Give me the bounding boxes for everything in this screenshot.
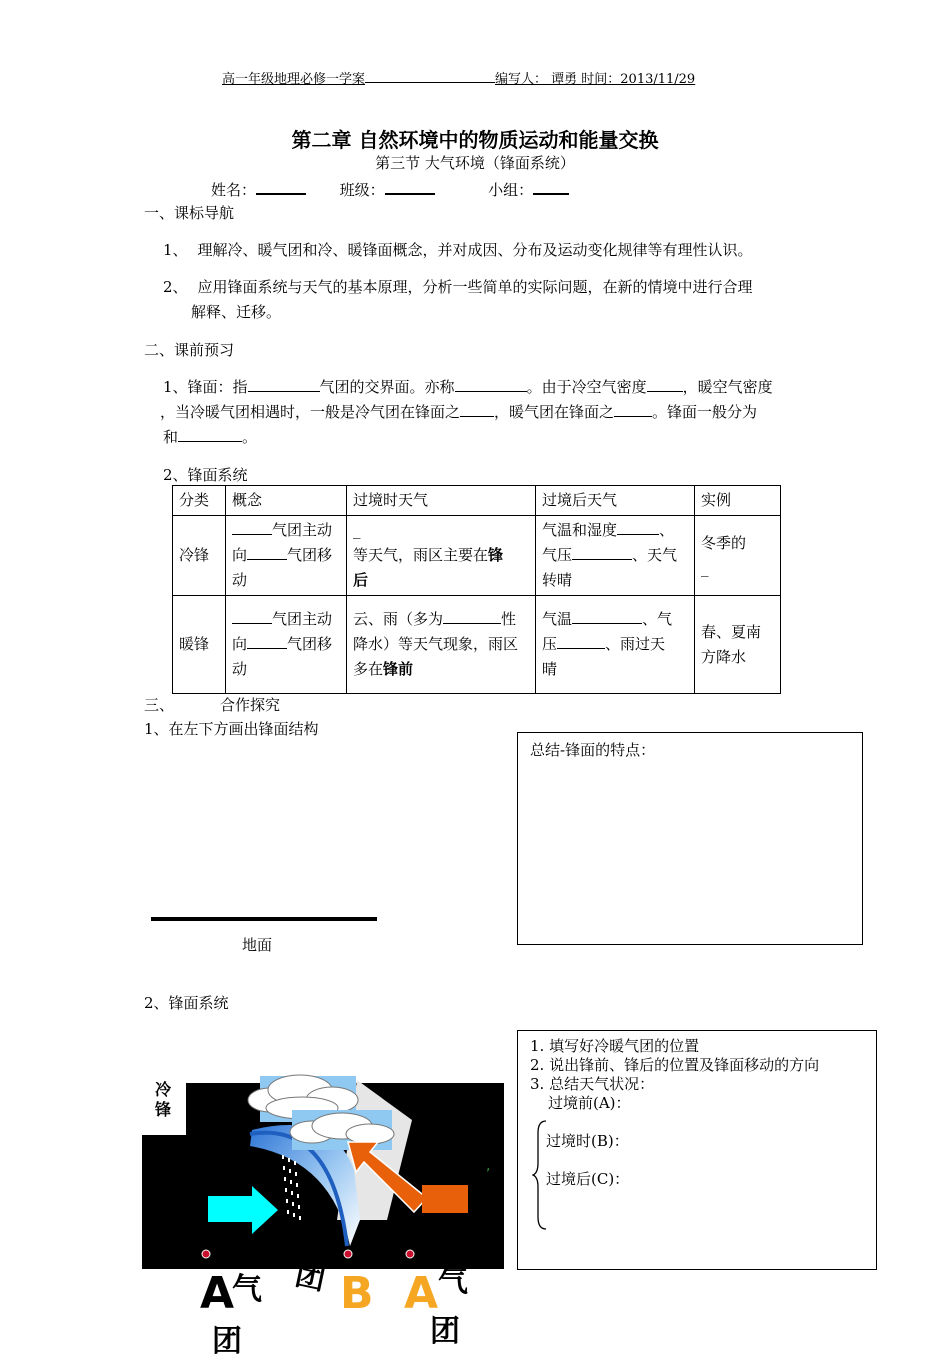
section3-num: 三、 [144,696,175,714]
warm-concept [226,596,347,694]
cell-text-bold: 后 [353,571,369,589]
cell-text: 晴 [542,660,558,678]
class-label: 班级： [339,181,385,199]
summary-label: 总结-锋面的特点： [530,741,656,759]
header-left: 高一年级地理必修一学案 [222,72,366,87]
table-header-row [173,486,781,516]
cold-during [347,516,536,596]
task-item: 1. 填写好冷暖气团的位置 [530,1037,700,1055]
objective-number: 1、 [163,241,188,259]
tuan-right: 团 [430,1314,460,1349]
table-header: 实例 [695,486,781,516]
cell-text: 气团移 [287,546,333,564]
blank[interactable] [248,376,320,392]
objective-number: 2、 [163,278,188,296]
table-row-warm [173,596,781,694]
blank[interactable] [572,544,632,560]
tuan-middle: 团 [291,1257,329,1298]
cloud-icon [290,1110,394,1150]
cell-text: 压 [542,635,558,653]
cell-text: 气团主动 [272,521,333,539]
cell-text: 降水）等天气现象，雨区 [353,635,519,653]
warm-example [695,596,781,694]
cell-text-bold: 锋前 [383,660,414,678]
section3-q2: 2、锋面系统 [144,994,229,1012]
label-a-left: A [200,1268,235,1319]
cell-text: 向 [232,635,248,653]
page-title: 第二章 自然环境中的物质运动和能量交换 [291,128,659,152]
cell-text: 、 [659,521,675,539]
cell-text: 向 [232,546,248,564]
point-a-left [202,1250,210,1258]
class-field[interactable] [385,178,435,195]
cold-example [695,516,781,596]
table-header: 过境时天气 [347,486,536,516]
blank[interactable] [572,608,642,624]
page-subtitle: 第三节 大气环境（锋面系统） [375,154,575,172]
task-item: 2. 说出锋前、锋后的位置及锋面移动的方向 [530,1056,820,1074]
cell-text: 气温 [542,610,573,628]
warm-type: 暖锋 [173,596,226,694]
student-info [211,178,569,200]
blank[interactable] [232,519,272,535]
fill-text: 。由于冷空气密度 [526,378,647,396]
table-header: 过境后天气 [536,486,695,516]
header-right: 编写人： 谭勇 时间：2013/11/29 [495,72,696,87]
cell-text: 云、雨（多为 [353,610,444,628]
tuan-left: 团 [212,1324,242,1359]
cell-text: 、气 [642,610,673,628]
section3-q1: 1、在左下方画出锋面结构 [144,720,319,738]
cold-type: 冷锋 [173,516,226,596]
fill-text: ，暖空气密度 [682,378,773,396]
ground-label: 地面 [242,936,273,954]
objective-text: 应用锋面系统与天气的基本原理，分析一些简单的实际问题，在新的情境中进行合理 [197,278,753,296]
blank[interactable] [247,544,287,560]
fill-line-3 [163,426,257,447]
section3-heading [144,694,280,715]
svg-text:,: , [486,1158,491,1174]
task-item: 3. 总结天气状况： [530,1075,655,1093]
blank[interactable] [443,608,501,624]
warm-air-box [422,1185,468,1213]
table-header: 分类 [173,486,226,516]
header-bar [222,68,695,87]
objective-2 [163,276,753,297]
group-field[interactable] [533,178,569,195]
objective-2-cont: 解释、迁移。 [191,303,282,321]
cell-text: 气团主动 [272,610,333,628]
cell-text: 动 [232,660,248,678]
blank[interactable] [455,376,527,392]
objective-text: 理解冷、暖气团和冷、暖锋面概念，并对成因、分布及运动变化规律等有理性认识。 [197,241,753,259]
cold-after [536,516,695,596]
brace-icon [532,1119,552,1231]
blank[interactable] [178,426,242,442]
point-b [344,1250,352,1258]
cell-text: 方降水 [701,647,747,666]
qi-left: 气 [232,1272,262,1307]
fill-line-2 [160,401,757,422]
fill-text: 1、锋面：指 [163,378,248,396]
warm-during [347,596,536,694]
name-field[interactable] [256,178,306,195]
name-label: 姓名： [211,181,257,199]
cell-text: 冬季的 [701,533,747,552]
cell-text: 转晴 [542,571,573,589]
label-a-right: A [404,1268,439,1319]
warm-after [536,596,695,694]
blank[interactable] [232,608,272,624]
fill-text: ，当冷暖气团相遇时，一般是冷气团在锋面之 [160,403,461,421]
label-b: B [340,1268,374,1319]
cell-text: 春、夏南 [701,622,762,641]
section2-heading: 二、课前预习 [144,341,235,359]
task-list [530,1037,819,1113]
cell-text: 动 [232,571,248,589]
task-box[interactable] [517,1030,877,1270]
fill-text: ，暖气团在锋面之 [494,403,615,421]
blank[interactable] [557,633,605,649]
fill-text: 。 [242,428,258,446]
cell-text-bold: 锋 [488,546,504,564]
fill-text: 。锋面一般分为 [652,403,758,421]
before-label: 过境前(A)： [548,1094,631,1112]
cell-text: 气团移 [287,635,333,653]
cell-text: 等天气，雨区主要在 [353,546,489,564]
blank[interactable] [247,633,287,649]
section1-heading: 一、课标导航 [144,204,235,222]
cold-front-label: 冷锋 [155,1080,172,1119]
cell-text: _ [701,558,709,577]
cold-concept [226,516,347,596]
fill-text: 和 [163,428,179,446]
blank[interactable] [647,376,683,392]
qi-right: 气 [438,1264,468,1299]
section2-q2: 2、锋面系统 [163,466,248,484]
cold-front-diagram [142,1070,506,1344]
cell-text: _ [353,521,361,539]
summary-box[interactable] [517,732,863,945]
during-label: 过境时(B)： [546,1132,629,1150]
blank[interactable] [617,519,659,535]
blank[interactable] [460,401,494,417]
cell-text: 气温和湿度 [542,521,618,539]
point-a-right [406,1250,414,1258]
group-label: 小组： [488,181,534,199]
table-row-cold [173,516,781,596]
section3-title: 合作探究 [220,696,281,714]
front-system-table [172,485,781,694]
after-label: 过境后(C)： [546,1170,630,1188]
cell-text: 性 [501,610,517,628]
cell-text: 、雨过天 [605,635,666,653]
blank[interactable] [614,401,652,417]
cell-text: 、天气 [632,546,678,564]
cell-text: 多在 [353,660,384,678]
fill-line-1 [163,376,773,397]
fill-text: 气团的交界面。亦称 [319,378,455,396]
cell-text: 气压 [542,546,573,564]
table-header: 概念 [226,486,347,516]
objective-1 [163,239,753,260]
ground-line [151,917,377,921]
